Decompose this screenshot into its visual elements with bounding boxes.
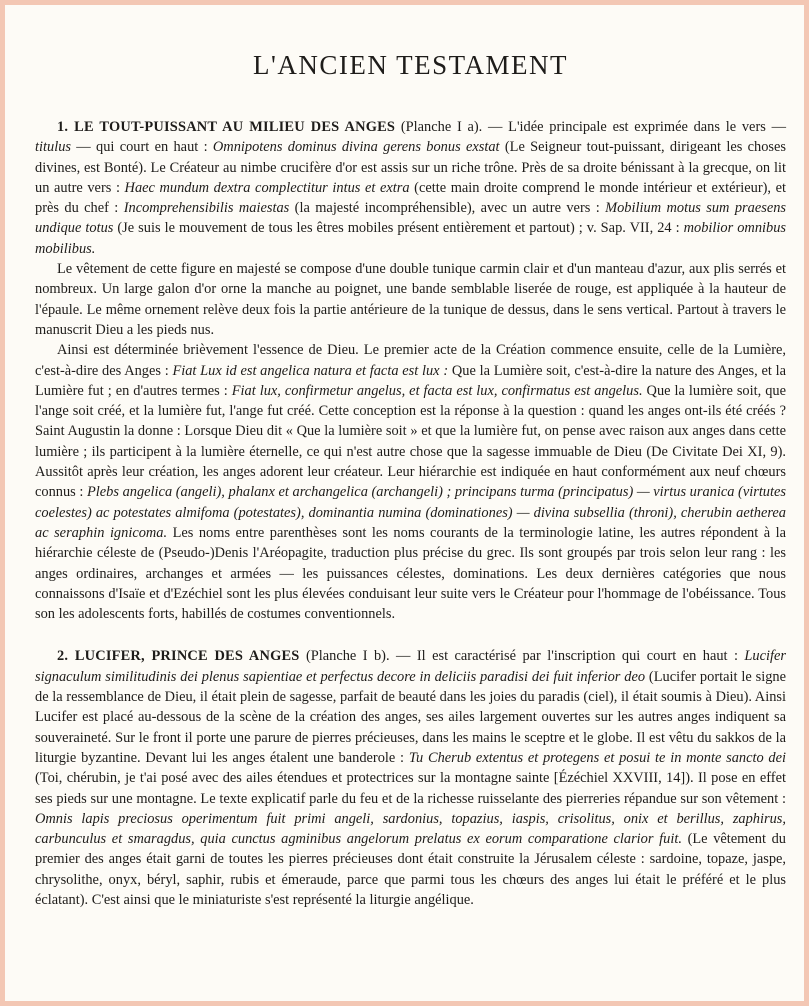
latin-quote: Fiat Lux id est angelica natura et facta est lux :: [172, 362, 449, 379]
latin-quote: Lucifer signaculum similitudinis dei plenus sapientiae et perfectus decore in deliciis paradisi dei fuit inferior deo: [35, 648, 786, 685]
latin-quote: Incomprehensibilis maiestas: [123, 200, 290, 217]
text-run: (Le Seigneur tout-puissant, dirigeant les choses divines, est Bonté). Le Créateur au nimbe crucifère d'or est assis sur un riche trône. Près de sa droite bénissant à la grecque, on lit un autre vers :: [35, 139, 787, 196]
latin-quote: Plebs angelica (angeli), phalanx et archangelica (archangeli) ; principans turma (principatus) — virtus uranica (virtutes coelestes) ac potestates almifoma (potestates), dominantia numina (dominationes) — divina subsellia (throni), cherubin aetherea ac seraphin ignicoma.: [35, 484, 786, 541]
text-run: (Lucifer portait le signe de la ressemblance de Dieu, il était plein de sagesse, parfait de beauté dans les joies du paradis (ciel), il était soumis à Dieu). Ainsi Lucifer est placé au-dessous de la scène de la création des anges, ses ailes largement ouvertes sur les autres anges indiquent sa souveraineté. Sur le front il porte une parure de pierres précieuses, dans les mains le sceptre et le globe. Il est vêtu du sakkos de la liturgie byzantine. Devant lui les anges étalent une banderole :: [35, 668, 786, 766]
latin-quote: mobilior omnibus mobilibus.: [35, 220, 787, 257]
text-run: Que la lumière soit, que l'ange soit créé, et la lumière fut, l'ange fut créé. Cette conception est la réponse à la question : quand les anges ont-ils été créés ? Saint Augustin la donne : Lorsque Dieu dit « Que la lumière soit » et que la lumière fut, on pense avec raison aux anges dans cette lumière ; ils participent à la lumière éternelle, ce qui n'est autre chose que la sagesse immuable de Dieu (De Civitate Dei XI, 9). Aussitôt après leur création, les anges adorent leur créateur. Leur hiérarchie est indiquée en haut conformément aux neuf chœurs connus :: [35, 382, 786, 501]
text-run: (Toi, chérubin, je t'ai posé avec des ailes étendues et protectrices sur la montagne sainte [Ézéchiel XXVIII, 14]). Il pose en effet ses pieds sur une montagne. Le texte explicatif parle du feu et de la richesse ruisselante des pierreries répandue sur son vêtement :: [35, 770, 786, 807]
section-2: [35, 646, 786, 910]
latin-quote: Tu Cherub extentus et protegens et posui te in monte sancto dei: [408, 749, 787, 766]
text-run: — Il est caractérisé par l'inscription qui court en haut :: [389, 648, 745, 665]
document-page: [5, 5, 804, 1001]
section-1-planche-ref: (Planche I a).: [400, 119, 483, 135]
section-1-paragraph-2: Le vêtement de cette figure en majesté se compose d'une double tunique carmin clair et d'un manteau d'azur, aux plis serrés et nombreux. Un large galon d'or orne la manche au poignet, une bande semblable liserée de rouge, est appliquée à la hauteur de l'épaule. Le même ornement relève deux fois la partie antérieure de la tunique de dessus, dans le sens vertical. Partout à travers le manuscrit Dieu a les pieds nus.: [35, 261, 786, 338]
text-run: Les noms entre parenthèses sont les noms courants de la terminologie latine, les autres répondent à la hiérarchie céleste de (Pseudo-)Denis l'Aréopagite, traduction plus précise du grec. Ils sont groupés par trois selon leur rang : les anges ordinaires, archanges et armées — les puissances célestes, dominations. Les deux dernières catégories que nous connaissons d'Isaïe et d'Ezéchiel sont les plus élevées conduisant leur suite vers le Créateur pour l'hommage de l'obéissance. Tous son les adolescents forts, habillés de costumes conventionnels.: [35, 524, 786, 623]
section-1: [35, 117, 786, 624]
text-run: (Je suis le mouvement de tous les êtres mobiles présent entièrement et partout) ; v. Sap. VII, 24 :: [113, 220, 684, 237]
section-2-paragraph-1: [35, 646, 786, 910]
section-1-paragraph-3: [35, 340, 786, 624]
section-2-planche-ref: (Planche I b).: [305, 648, 390, 665]
latin-quote: Mobilium motus sum praesens undique totus: [35, 200, 786, 237]
text-run: — L'idée principale est exprimée dans le vers —: [482, 119, 786, 135]
text-run: (la majesté incompréhensible), avec un autre vers :: [289, 200, 606, 217]
latin-quote: Haec mundum dextra complectitur intus et extra: [124, 179, 410, 196]
latin-quote: titulus: [35, 139, 71, 156]
text-run: — qui court en haut :: [70, 139, 213, 156]
latin-quote: Fiat lux, confirmetur angelus, et facta est lux, confirmatus est angelus.: [231, 382, 643, 399]
section-2-heading: 2. LUCIFER, PRINCE DES ANGES: [57, 648, 300, 665]
latin-quote: Omnipotens dominus divina gerens bonus exstat: [212, 139, 500, 156]
section-1-paragraph-1-text: [35, 119, 786, 257]
text-run: (cette main droite comprend le monde intérieur et extérieur), et près du chef :: [35, 179, 787, 217]
latin-quote: Omnis lapis preciosus operimentum fuit primi angeli, sardonius, topazius, iaspis, crisolitus, onix et berillus, zaphirus, carbunculus et smaragdus, quia cunctus agminibus angelorum prelatus ex eorum comparatione clarior fuit.: [35, 810, 786, 848]
page-title: L'ANCIEN TESTAMENT: [253, 50, 568, 80]
text-run: (Le vêtement du premier des anges était garni de toutes les pierres précieuses dont était construite la Jérusalem céleste : sardoine, topaze, jaspe, chrysolithe, onyx, béryl, saphir, rubis et émeraude, parce que parmi tous les chœurs des anges lui était le préféré et le plus éclatant). C'est ainsi que le miniaturiste s'est représenté la liturgie angélique.: [35, 831, 786, 908]
section-1-heading: 1. LE TOUT-PUISSANT AU MILIEU DES ANGES: [57, 119, 396, 135]
text-run: Ainsi est déterminée brièvement l'essence de Dieu. Le premier acte de la Création commence ensuite, celle de la Lumière, c'est-à-dire des Anges :: [35, 342, 786, 379]
text-run: Que la Lumière soit, c'est-à-dire la nature des Anges, et la Lumière fut ; en d'autres termes :: [35, 362, 786, 399]
section-1-paragraph-1: [35, 117, 786, 259]
section-2-paragraph-1-text: [35, 648, 786, 908]
